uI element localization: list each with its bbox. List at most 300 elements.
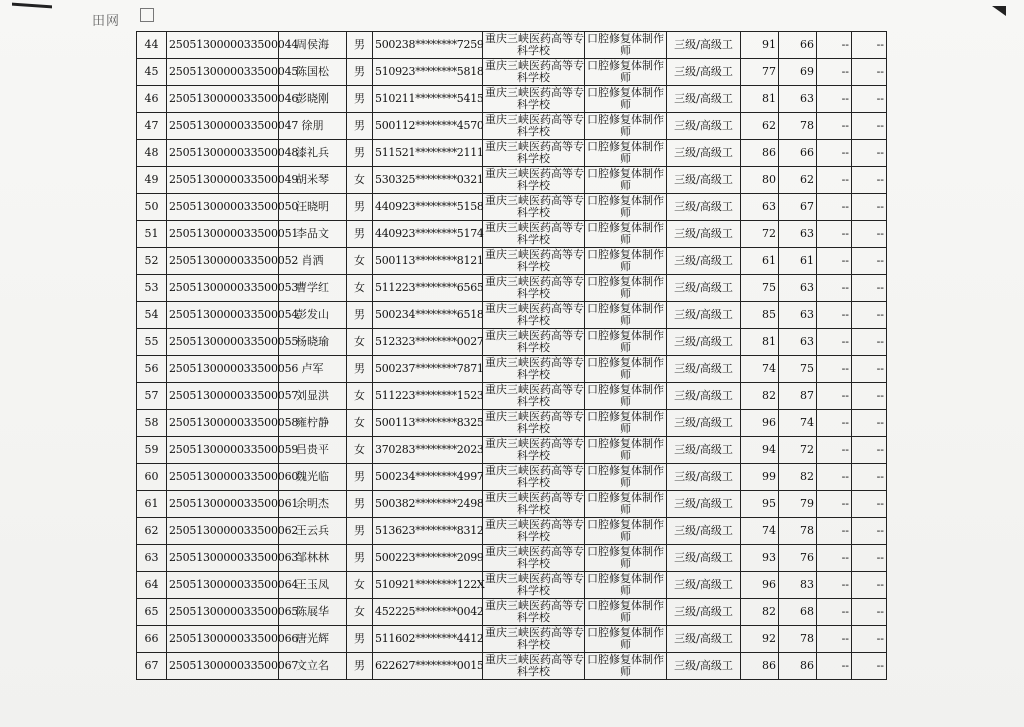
school-name <box>483 86 585 113</box>
certificate-number: 2505130000033500058 <box>167 410 279 437</box>
occupation-name <box>585 194 667 221</box>
certificate-number: 2505130000033500050 <box>167 194 279 221</box>
practical-score: 69 <box>779 59 817 86</box>
candidate-gender: 女 <box>347 572 373 599</box>
candidate-gender: 女 <box>347 599 373 626</box>
school-name-line2: 科学校 <box>517 125 550 138</box>
table-row <box>137 491 887 518</box>
practical-score: 72 <box>779 437 817 464</box>
empty-score-2: -- <box>852 437 887 464</box>
school-name-line2: 科学校 <box>517 260 550 273</box>
certificate-number: 2505130000033500051 <box>167 221 279 248</box>
empty-score-2: -- <box>852 491 887 518</box>
candidate-name: 雍柠静 <box>279 410 347 437</box>
school-name <box>483 329 585 356</box>
occupation-name <box>585 86 667 113</box>
theory-score: 74 <box>741 518 779 545</box>
candidate-name: 漆礼兵 <box>279 140 347 167</box>
occupation-line2: 师 <box>620 530 631 543</box>
table-row <box>137 464 887 491</box>
school-name-line1: 重庆三峡医药高等专 <box>485 140 584 153</box>
skill-level: 三级/高级工 <box>667 194 741 221</box>
masked-id-number: 370283********2023 <box>373 437 483 464</box>
empty-score-1: -- <box>817 329 852 356</box>
candidate-gender: 男 <box>347 545 373 572</box>
certificate-number: 2505130000033500046 <box>167 86 279 113</box>
practical-score: 78 <box>779 113 817 140</box>
school-name-line1: 重庆三峡医药高等专 <box>485 302 584 315</box>
occupation-line2: 师 <box>620 557 631 570</box>
masked-id-number: 500223********2099 <box>373 545 483 572</box>
school-name <box>483 437 585 464</box>
theory-score: 86 <box>741 140 779 167</box>
occupation-line2: 师 <box>620 368 631 381</box>
occupation-line2: 师 <box>620 476 631 489</box>
table-row <box>137 572 887 599</box>
practical-score: 66 <box>779 140 817 167</box>
school-name-line2: 科学校 <box>517 611 550 624</box>
candidate-gender: 女 <box>347 437 373 464</box>
skill-level: 三级/高级工 <box>667 140 741 167</box>
skill-level: 三级/高级工 <box>667 464 741 491</box>
table-row <box>137 653 887 680</box>
school-name-line1: 重庆三峡医药高等专 <box>485 248 584 261</box>
candidate-name: 肖洒 <box>279 248 347 275</box>
empty-score-1: -- <box>817 356 852 383</box>
empty-score-2: -- <box>852 59 887 86</box>
candidate-name: 彭晓刚 <box>279 86 347 113</box>
school-name-line2: 科学校 <box>517 638 550 651</box>
theory-score: 62 <box>741 113 779 140</box>
school-name-line2: 科学校 <box>517 665 550 678</box>
school-name <box>483 113 585 140</box>
table-row <box>137 545 887 572</box>
certificate-number: 2505130000033500059 <box>167 437 279 464</box>
occupation-line2: 师 <box>620 584 631 597</box>
candidate-name: 陈展华 <box>279 599 347 626</box>
candidate-name: 陈国松 <box>279 59 347 86</box>
school-name-line2: 科学校 <box>517 530 550 543</box>
candidate-name: 徐朋 <box>279 113 347 140</box>
occupation-line1: 口腔修复体制作 <box>587 464 664 477</box>
table-row <box>137 140 887 167</box>
school-name-line2: 科学校 <box>517 368 550 381</box>
school-name-line1: 重庆三峡医药高等专 <box>485 464 584 477</box>
masked-id-number: 500382********2498 <box>373 491 483 518</box>
row-index: 64 <box>137 572 167 599</box>
theory-score: 81 <box>741 329 779 356</box>
school-name <box>483 545 585 572</box>
school-name-line1: 重庆三峡医药高等专 <box>485 32 584 45</box>
school-name-line1: 重庆三峡医药高等专 <box>485 59 584 72</box>
row-index: 58 <box>137 410 167 437</box>
row-index: 63 <box>137 545 167 572</box>
candidate-gender: 男 <box>347 626 373 653</box>
empty-score-1: -- <box>817 86 852 113</box>
school-name <box>483 383 585 410</box>
skill-level: 三级/高级工 <box>667 275 741 302</box>
occupation-line2: 师 <box>620 179 631 192</box>
theory-score: 82 <box>741 599 779 626</box>
table-row <box>137 59 887 86</box>
occupation-name <box>585 140 667 167</box>
empty-score-2: -- <box>852 248 887 275</box>
masked-id-number: 500238********7259 <box>373 32 483 59</box>
occupation-line2: 师 <box>620 665 631 678</box>
candidate-gender: 男 <box>347 194 373 221</box>
skill-level: 三级/高级工 <box>667 410 741 437</box>
row-index: 49 <box>137 167 167 194</box>
school-name <box>483 194 585 221</box>
candidate-gender: 男 <box>347 518 373 545</box>
empty-score-2: -- <box>852 302 887 329</box>
empty-score-1: -- <box>817 599 852 626</box>
theory-score: 77 <box>741 59 779 86</box>
masked-id-number: 512323********0027 <box>373 329 483 356</box>
school-name-line2: 科学校 <box>517 98 550 111</box>
theory-score: 92 <box>741 626 779 653</box>
occupation-line1: 口腔修复体制作 <box>587 491 664 504</box>
empty-score-2: -- <box>852 653 887 680</box>
certificate-number: 2505130000033500057 <box>167 383 279 410</box>
school-name-line2: 科学校 <box>517 449 550 462</box>
empty-score-2: -- <box>852 221 887 248</box>
practical-score: 78 <box>779 626 817 653</box>
occupation-line1: 口腔修复体制作 <box>587 275 664 288</box>
row-index: 53 <box>137 275 167 302</box>
theory-score: 96 <box>741 410 779 437</box>
occupation-name <box>585 167 667 194</box>
occupation-name <box>585 410 667 437</box>
row-index: 44 <box>137 32 167 59</box>
empty-score-1: -- <box>817 572 852 599</box>
occupation-name <box>585 599 667 626</box>
candidate-gender: 女 <box>347 248 373 275</box>
school-name-line2: 科学校 <box>517 584 550 597</box>
practical-score: 63 <box>779 302 817 329</box>
skill-level: 三级/高级工 <box>667 86 741 113</box>
table-row <box>137 248 887 275</box>
skill-level: 三级/高级工 <box>667 356 741 383</box>
school-name-line1: 重庆三峡医药高等专 <box>485 599 584 612</box>
theory-score: 85 <box>741 302 779 329</box>
candidate-gender: 男 <box>347 32 373 59</box>
certificate-number: 2505130000033500049 <box>167 167 279 194</box>
occupation-name <box>585 383 667 410</box>
practical-score: 79 <box>779 491 817 518</box>
masked-id-number: 440923********5174 <box>373 221 483 248</box>
masked-id-number: 500113********8121 <box>373 248 483 275</box>
certificate-number: 2505130000033500048 <box>167 140 279 167</box>
skill-level: 三级/高级工 <box>667 329 741 356</box>
certificate-number: 2505130000033500045 <box>167 59 279 86</box>
occupation-line2: 师 <box>620 71 631 84</box>
school-name-line2: 科学校 <box>517 179 550 192</box>
school-name-line2: 科学校 <box>517 503 550 516</box>
theory-score: 86 <box>741 653 779 680</box>
school-name-line2: 科学校 <box>517 233 550 246</box>
skill-level: 三级/高级工 <box>667 167 741 194</box>
school-name <box>483 59 585 86</box>
occupation-line2: 师 <box>620 395 631 408</box>
occupation-name <box>585 626 667 653</box>
theory-score: 80 <box>741 167 779 194</box>
occupation-line2: 师 <box>620 233 631 246</box>
occupation-line1: 口腔修复体制作 <box>587 572 664 585</box>
certificate-number: 2505130000033500066 <box>167 626 279 653</box>
empty-score-1: -- <box>817 140 852 167</box>
practical-score: 68 <box>779 599 817 626</box>
school-name-line2: 科学校 <box>517 44 550 57</box>
theory-score: 75 <box>741 275 779 302</box>
empty-score-2: -- <box>852 194 887 221</box>
occupation-line2: 师 <box>620 503 631 516</box>
masked-id-number: 500112********4570 <box>373 113 483 140</box>
practical-score: 63 <box>779 221 817 248</box>
masked-id-number: 500113********8325 <box>373 410 483 437</box>
empty-score-1: -- <box>817 194 852 221</box>
certificate-number: 2505130000033500052 <box>167 248 279 275</box>
theory-score: 74 <box>741 356 779 383</box>
skill-level: 三级/高级工 <box>667 59 741 86</box>
empty-score-2: -- <box>852 329 887 356</box>
certificate-number: 2505130000033500047 <box>167 113 279 140</box>
masked-id-number: 513623********8312 <box>373 518 483 545</box>
candidate-gender: 女 <box>347 275 373 302</box>
candidate-name: 胡米琴 <box>279 167 347 194</box>
school-name-line2: 科学校 <box>517 341 550 354</box>
occupation-name <box>585 545 667 572</box>
table-row <box>137 410 887 437</box>
school-name <box>483 302 585 329</box>
practical-score: 62 <box>779 167 817 194</box>
occupation-line1: 口腔修复体制作 <box>587 383 664 396</box>
school-name-line1: 重庆三峡医药高等专 <box>485 329 584 342</box>
skill-level: 三级/高级工 <box>667 221 741 248</box>
empty-score-2: -- <box>852 464 887 491</box>
certificate-number: 2505130000033500065 <box>167 599 279 626</box>
row-index: 52 <box>137 248 167 275</box>
school-name-line1: 重庆三峡医药高等专 <box>485 275 584 288</box>
occupation-line1: 口腔修复体制作 <box>587 86 664 99</box>
occupation-line2: 师 <box>620 260 631 273</box>
occupation-line1: 口腔修复体制作 <box>587 59 664 72</box>
school-name <box>483 167 585 194</box>
theory-score: 63 <box>741 194 779 221</box>
row-index: 54 <box>137 302 167 329</box>
masked-id-number: 500234********6518 <box>373 302 483 329</box>
certificate-number: 2505130000033500063 <box>167 545 279 572</box>
occupation-line1: 口腔修复体制作 <box>587 302 664 315</box>
empty-score-2: -- <box>852 545 887 572</box>
practical-score: 83 <box>779 572 817 599</box>
occupation-line2: 师 <box>620 638 631 651</box>
row-index: 50 <box>137 194 167 221</box>
occupation-line1: 口腔修复体制作 <box>587 194 664 207</box>
empty-score-1: -- <box>817 464 852 491</box>
certificate-number: 2505130000033500056 <box>167 356 279 383</box>
school-name-line1: 重庆三峡医药高等专 <box>485 437 584 450</box>
occupation-name <box>585 59 667 86</box>
table-row <box>137 302 887 329</box>
school-name-line2: 科学校 <box>517 287 550 300</box>
occupation-line1: 口腔修复体制作 <box>587 653 664 666</box>
table-row <box>137 32 887 59</box>
empty-score-1: -- <box>817 383 852 410</box>
masked-id-number: 510923********5818 <box>373 59 483 86</box>
occupation-line1: 口腔修复体制作 <box>587 113 664 126</box>
occupation-line1: 口腔修复体制作 <box>587 140 664 153</box>
skill-level: 三级/高级工 <box>667 599 741 626</box>
school-name-line2: 科学校 <box>517 422 550 435</box>
table-row <box>137 599 887 626</box>
occupation-name <box>585 572 667 599</box>
candidate-name: 王云兵 <box>279 518 347 545</box>
occupation-name <box>585 302 667 329</box>
candidate-name: 周侯海 <box>279 32 347 59</box>
skill-level: 三级/高级工 <box>667 626 741 653</box>
candidate-gender: 男 <box>347 464 373 491</box>
school-name-line1: 重庆三峡医药高等专 <box>485 410 584 423</box>
occupation-line2: 师 <box>620 44 631 57</box>
empty-score-2: -- <box>852 140 887 167</box>
occupation-line1: 口腔修复体制作 <box>587 221 664 234</box>
occupation-name <box>585 248 667 275</box>
school-name <box>483 221 585 248</box>
school-name-line2: 科学校 <box>517 314 550 327</box>
occupation-name <box>585 518 667 545</box>
occupation-line2: 师 <box>620 611 631 624</box>
candidate-gender: 男 <box>347 59 373 86</box>
header-stamp-box <box>140 8 154 22</box>
theory-score: 81 <box>741 86 779 113</box>
occupation-name <box>585 113 667 140</box>
row-index: 55 <box>137 329 167 356</box>
school-name-line1: 重庆三峡医药高等专 <box>485 572 584 585</box>
skill-level: 三级/高级工 <box>667 518 741 545</box>
practical-score: 63 <box>779 275 817 302</box>
school-name <box>483 32 585 59</box>
occupation-line1: 口腔修复体制作 <box>587 248 664 261</box>
skill-level: 三级/高级工 <box>667 653 741 680</box>
theory-score: 93 <box>741 545 779 572</box>
school-name-line1: 重庆三峡医药高等专 <box>485 113 584 126</box>
school-name-line1: 重庆三峡医药高等专 <box>485 518 584 531</box>
school-name-line2: 科学校 <box>517 395 550 408</box>
empty-score-1: -- <box>817 302 852 329</box>
occupation-line2: 师 <box>620 341 631 354</box>
occupation-line1: 口腔修复体制作 <box>587 356 664 369</box>
occupation-line2: 师 <box>620 314 631 327</box>
school-name-line2: 科学校 <box>517 476 550 489</box>
occupation-line1: 口腔修复体制作 <box>587 626 664 639</box>
occupation-name <box>585 32 667 59</box>
candidate-gender: 男 <box>347 86 373 113</box>
masked-id-number: 440923********5158 <box>373 194 483 221</box>
theory-score: 94 <box>741 437 779 464</box>
certificate-number: 2505130000033500060 <box>167 464 279 491</box>
occupation-line1: 口腔修复体制作 <box>587 545 664 558</box>
candidate-gender: 女 <box>347 167 373 194</box>
masked-id-number: 510211********5415 <box>373 86 483 113</box>
occupation-line2: 师 <box>620 98 631 111</box>
empty-score-2: -- <box>852 113 887 140</box>
practical-score: 87 <box>779 383 817 410</box>
school-name-line1: 重庆三峡医药高等专 <box>485 167 584 180</box>
occupation-line1: 口腔修复体制作 <box>587 167 664 180</box>
occupation-line1: 口腔修复体制作 <box>587 32 664 45</box>
occupation-line2: 师 <box>620 287 631 300</box>
practical-score: 86 <box>779 653 817 680</box>
empty-score-2: -- <box>852 356 887 383</box>
masked-id-number: 511602********4412 <box>373 626 483 653</box>
table-row <box>137 329 887 356</box>
row-index: 57 <box>137 383 167 410</box>
empty-score-1: -- <box>817 32 852 59</box>
empty-score-1: -- <box>817 626 852 653</box>
candidate-name: 王玉凤 <box>279 572 347 599</box>
skill-level: 三级/高级工 <box>667 113 741 140</box>
occupation-name <box>585 437 667 464</box>
candidate-name: 唐光辉 <box>279 626 347 653</box>
occupation-line1: 口腔修复体制作 <box>587 410 664 423</box>
school-name-line2: 科学校 <box>517 71 550 84</box>
table-row <box>137 167 887 194</box>
row-index: 61 <box>137 491 167 518</box>
candidate-gender: 男 <box>347 302 373 329</box>
school-name <box>483 140 585 167</box>
theory-score: 95 <box>741 491 779 518</box>
masked-id-number: 511223********6565 <box>373 275 483 302</box>
theory-score: 96 <box>741 572 779 599</box>
empty-score-1: -- <box>817 113 852 140</box>
school-name-line1: 重庆三峡医药高等专 <box>485 383 584 396</box>
empty-score-2: -- <box>852 626 887 653</box>
row-index: 65 <box>137 599 167 626</box>
practical-score: 82 <box>779 464 817 491</box>
candidate-gender: 男 <box>347 356 373 383</box>
empty-score-1: -- <box>817 518 852 545</box>
theory-score: 99 <box>741 464 779 491</box>
occupation-line2: 师 <box>620 449 631 462</box>
empty-score-1: -- <box>817 545 852 572</box>
candidate-name: 魏光临 <box>279 464 347 491</box>
candidate-name: 邹林林 <box>279 545 347 572</box>
masked-id-number: 452225********0042 <box>373 599 483 626</box>
candidate-name: 李品文 <box>279 221 347 248</box>
row-index: 47 <box>137 113 167 140</box>
certificate-number: 2505130000033500054 <box>167 302 279 329</box>
school-name <box>483 356 585 383</box>
masked-id-number: 500234********4997 <box>373 464 483 491</box>
candidate-name: 汪晓明 <box>279 194 347 221</box>
skill-level: 三级/高级工 <box>667 545 741 572</box>
practical-score: 67 <box>779 194 817 221</box>
row-index: 62 <box>137 518 167 545</box>
occupation-name <box>585 329 667 356</box>
empty-score-1: -- <box>817 653 852 680</box>
practical-score: 78 <box>779 518 817 545</box>
school-name-line1: 重庆三峡医药高等专 <box>485 86 584 99</box>
candidate-name: 文立名 <box>279 653 347 680</box>
candidate-name: 卢军 <box>279 356 347 383</box>
school-name <box>483 653 585 680</box>
table-row <box>137 356 887 383</box>
skill-level: 三级/高级工 <box>667 32 741 59</box>
table-row <box>137 626 887 653</box>
empty-score-2: -- <box>852 275 887 302</box>
theory-score: 61 <box>741 248 779 275</box>
